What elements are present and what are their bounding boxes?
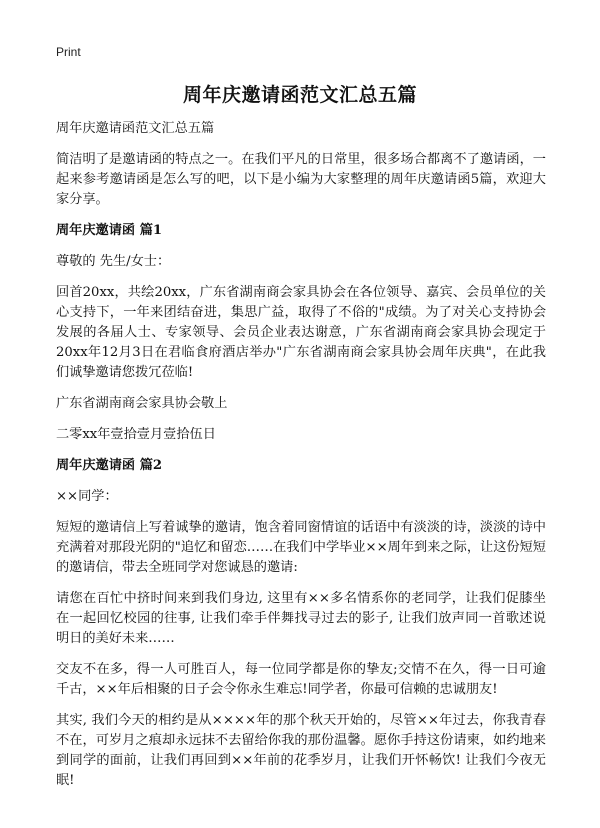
section-2-paragraph: 短短的邀请信上写着诚挚的邀请，饱含着同窗情谊的话语中有淡淡的诗，淡淡的诗中充满着对那段光阴的"追忆和留恋……在我们中学毕业××周年到来之际，让这份短短的邀请信，带去全班同学对您诚恳的邀请: [56,520,546,575]
intro-paragraph: 简洁明了是邀请函的特点之一。在我们平凡的日常里，很多场合都离不了邀请函，一起来参考邀请函是怎么写的吧，以下是小编为大家整理的周年庆邀请函5篇，欢迎大家分享。 [56,152,546,207]
signature: 广东省湖南商会家具协会敬上 [56,396,228,411]
section-2-paragraph: 请您在百忙中挤时间来到我们身边, 这里有××多名情系你的老同学，让我们促膝坐在一起回忆校园的往事, 让我们牵手伴舞找寻过去的影子, 让我们放声同一首歌述说明日的美好未来…… [56,591,546,646]
salutation-2: ××同学： [56,489,118,504]
letter-date: 二零xx年壹拾壹月壹拾伍日 [56,427,216,442]
salutation-1: 尊敬的 先生/女士： [56,254,171,269]
page-title: 周年庆邀请函范文汇总五篇 [182,84,417,106]
section-1-body: 回首20xx，共绘20xx，广东省湖南商会家具协会在各位领导、嘉宾、会员单位的关心支持下，一年来团结奋进，集思广益，取得了不俗的"成绩。为了对关心支持协会发展的各届人士、专家领导、会员企业表达谢意，广东省湖南商会家具协会现定于20xx年12月3日在君临食府酒店举办"广东省湖南商会家具协会周年庆典"，在此我们诚挚邀请您拨冗莅临! [56,285,546,380]
section-2-paragraph: 其实, 我们今天的相约是从××××年的那个秋天开始的，尽管××年过去，你我青春不在，可岁月之痕却永远抹不去留给你我的那份温馨。愿你手持这份请柬，如约地来到同学的面前，让我们再回到××年前的花季岁月，让我们开怀畅饮! 让我们今夜无眠! [56,713,546,788]
print-label: Print [56,45,81,59]
section-heading-2: 周年庆邀请函 篇2 [56,458,163,473]
document-body [56,119,546,802]
section-2-paragraph: 交友不在多，得一人可胜百人，每一位同学都是你的挚友;交情不在久，得一日可逾千古，××年后相聚的日子会令你永生难忘!同学者，你最可信赖的忠诚朋友! [56,662,546,697]
section-heading-1: 周年庆邀请函 篇1 [56,223,163,238]
subtitle: 周年庆邀请函范文汇总五篇 [56,121,215,136]
